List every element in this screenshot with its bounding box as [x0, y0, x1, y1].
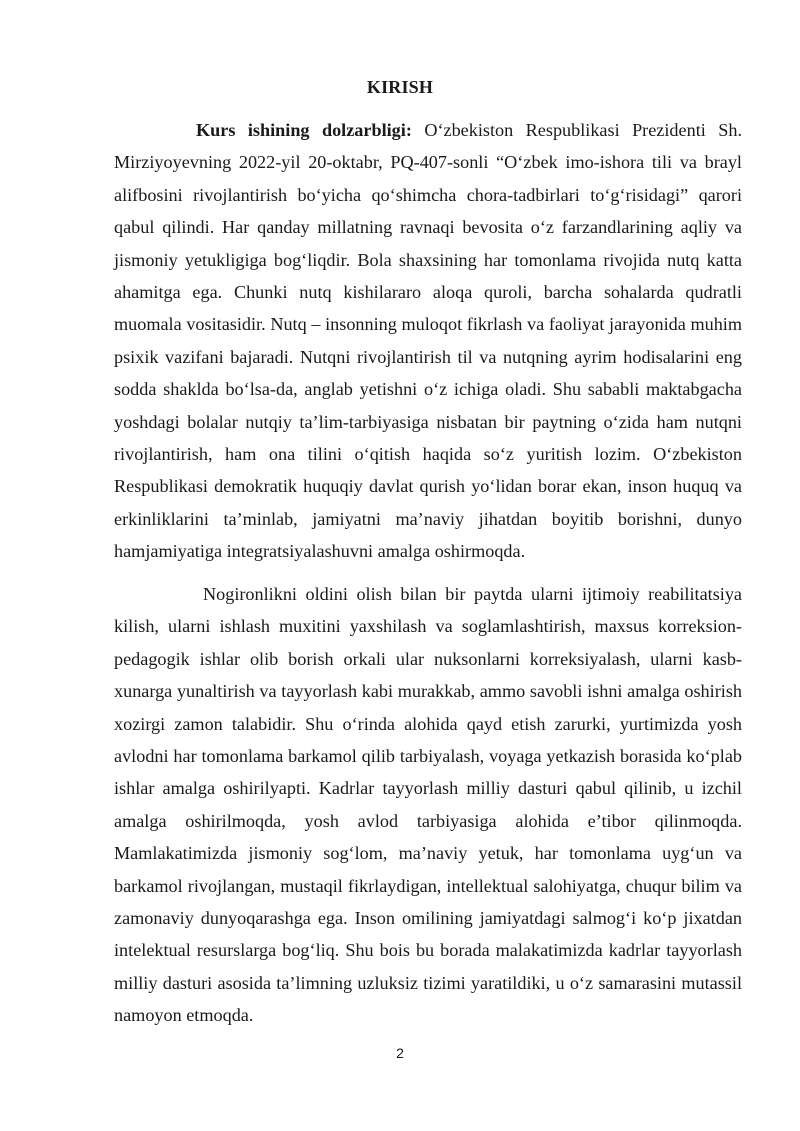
paragraph-2-text: Nogironlikni oldini olish bilan bir paytda ularni ijtimoiy reabilitatsiya kilish, ularni ishlash muxitini yaxshilash va soglamlashtirish, maxsus korreksion-pedagogik ishlar olib borish orkali ular nuksonlarni korreksiyalash, ularni kasb-xunarga yunaltirish va tayyorlash kabi murakkab, ammo savobli ishni amalga oshirish xozirgi zamon talabidir. Shu o‘rinda alohida qayd etish zarurki, yurtimizda yosh avlodni har tomonlama barkamol qilib tarbiyalash, voyaga yetkazish borasida ko‘plab ishlar amalga oshirilyapti. Kadrlar tayyorlash milliy dasturi qabul qilinib, u izchil amalga oshirilmoqda, yosh avlod tarbiyasiga alohida e’tibor qilinmoqda. Mamlakatimizda jismoniy sog‘lom, ma’naviy yetuk, har tomonlama uyg‘un va barkamol rivojlangan, mustaqil fikrlaydigan, intellektual salohiyatga, chuqur bilim va zamonaviy dunyoqarashga ega. Inson omilining jamiyatdagi salmog‘i ko‘p jixatdan intelektual resurslarga bog‘liq. Shu bois bu borada malakatimizda kadrlar tayyorlash milliy dasturi asosida ta’limning uzluksiz tizimi yaratildiki, u o‘z samarasini mutassil namoyon etmoqda.: [114, 584, 742, 1026]
paragraph-disability: [114, 578, 742, 1032]
paragraph-1-lead: Kurs ishining dolzarbligi:: [196, 120, 412, 140]
page-number: 2: [396, 1045, 404, 1061]
paragraph-relevance: [114, 114, 742, 568]
section-title: KIRISH: [366, 77, 434, 97]
paragraph-1-text: [114, 114, 742, 568]
paragraph-1-body: O‘zbekiston Respublikasi Prezidenti Sh. Mirziyoyevning 2022-yil 20-oktabr, PQ-407-sonli “O‘zbek imo-ishora tili va brayl alifbosini rivojlantirish bo‘yicha qo‘shimcha chora-tadbirlari to‘g‘risidagi” qarori qabul qilindi. Har qanday millatning ravnaqi bevosita o‘z farzandlarining aqliy va jismoniy yetukligiga bog‘liqdir. Bola shaxsining har tomonlama rivojida nutq katta ahamitga ega. Chunki nutq kishilararo aloqa quroli, barcha sohalarda qudratli muomala vositasidir. Nutq – insonning muloqot fikrlash va faoliyat jarayonida muhim psixik vazifani bajaradi. Nutqni rivojlantirish til va nutqning ayrim hodisalarini eng sodda shaklda bo‘lsa-da, anglab yetishni o‘z ichiga oladi. Shu sababli maktabgacha yoshdagi bolalar nutqiy ta’lim-tarbiyasiga nisbatan bir paytning o‘zida ham nutqni rivojlantirish, ham ona tilini o‘qitish haqida so‘z yuritish lozim. O‘zbekiston Respublikasi demokratik huquqiy davlat qurish yo‘lidan borar ekan, inson huquq va erkinliklarini ta’minlab, jamiyatni ma’naviy jihatdan boyitib borishni, dunyo hamjamiyatiga integratsiyalashuvni amalga oshirmoqda.: [114, 120, 742, 562]
